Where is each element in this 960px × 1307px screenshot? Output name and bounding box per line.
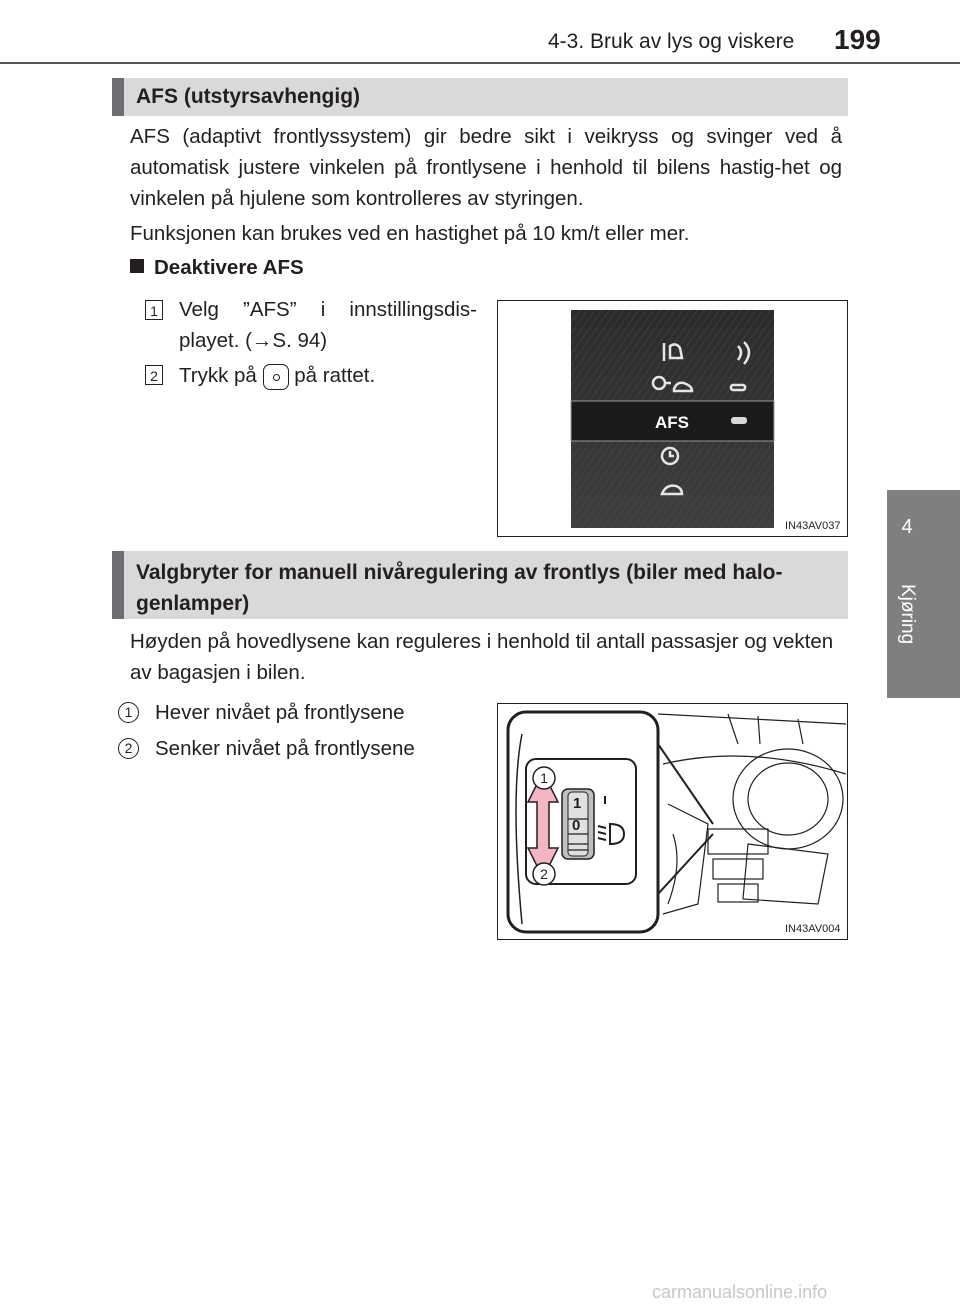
afs-speed-note: Funksjonen kan brukes ved en hastighet på 10 km/t eller mer. <box>130 222 690 245</box>
section-heading-afs: AFS (utstyrsavhengig) <box>112 78 848 116</box>
chapter-tab-label: Kjøring <box>897 584 918 645</box>
figure-code: IN43AV004 <box>785 923 841 935</box>
afs-menu-label: AFS <box>655 413 689 432</box>
dial-mark-mid: 0 <box>572 817 581 834</box>
afs-display-illustration <box>498 301 846 535</box>
step-number-badge: 2 <box>145 365 163 385</box>
dial-mark-top: 1 <box>573 795 582 812</box>
header-divider <box>0 62 960 64</box>
watermark: carmanualsonline.info <box>652 1282 828 1302</box>
step-2-text: Trykk på på rattet. <box>179 360 375 391</box>
item-1-text: Hever nivået på frontlysene <box>155 701 405 724</box>
item-2-text: Senker nivået på frontlysene <box>155 737 415 760</box>
item-number-circle: 2 <box>118 738 139 759</box>
figure-code: IN43AV037 <box>785 520 841 532</box>
subheading-deactivate-afs: Deaktivere AFS <box>130 256 304 280</box>
steering-switch-button-icon <box>263 364 289 390</box>
chapter-tab-number: 4 <box>901 516 913 538</box>
page-number: 199 <box>834 24 881 55</box>
callout-2: 2 <box>540 866 548 882</box>
section-heading-line-1: Valgbryter for manuell nivåregulering av frontlys (biler med halo- <box>136 561 783 584</box>
callout-1: 1 <box>540 770 548 786</box>
square-bullet-icon <box>130 259 144 273</box>
leveling-switch-figure <box>497 703 848 940</box>
section-heading-line-2: genlamper) <box>136 592 250 615</box>
running-header: 4-3. Bruk av lys og viskere <box>548 30 795 53</box>
section-heading-leveling <box>112 551 848 619</box>
item-number-circle: 1 <box>118 702 139 723</box>
leveling-switch-illustration <box>498 704 846 938</box>
leveling-intro-paragraph: Høyden på hovedlysene kan reguleres i henhold til antall passasjer og vekten av bagasjen i bilen. <box>130 630 834 684</box>
step-1-line-2: playet. (→S. 94) <box>179 329 328 352</box>
step-1-line-1: Velg ”AFS” i innstillingsdis- <box>179 298 477 321</box>
afs-display-figure <box>497 300 848 537</box>
afs-intro-paragraph: AFS (adaptivt frontlyssystem) gir bedre sikt i veikryss og svinger ved å automatisk justere vinkelen på frontlysene i henhold til bilens hastig-het og vinkelen på hjulene som kontrolleres av styringen. <box>130 125 842 210</box>
step-number-badge: 1 <box>145 300 163 320</box>
